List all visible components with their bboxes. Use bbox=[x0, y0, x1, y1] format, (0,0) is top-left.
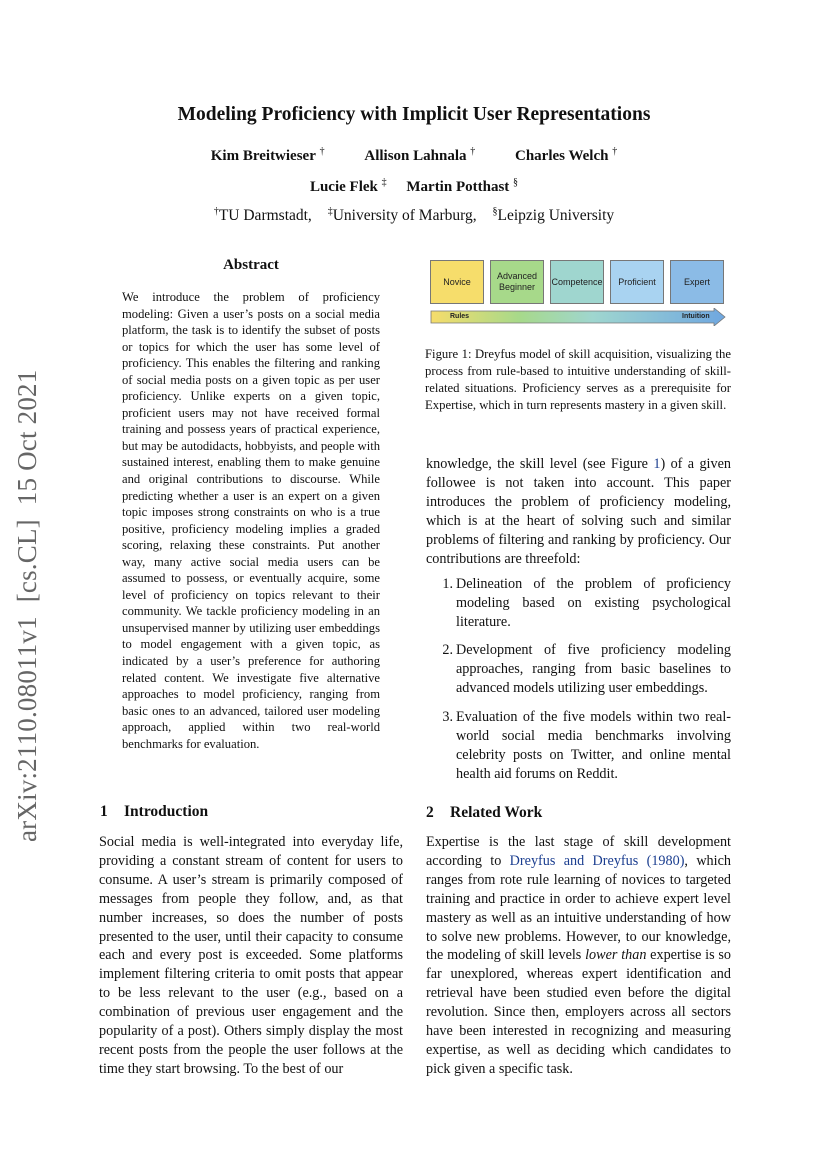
arrow-label-rules: Rules bbox=[450, 313, 470, 320]
stage-expert: Expert bbox=[670, 260, 724, 304]
stage-proficient: Proficient bbox=[610, 260, 664, 304]
figure-caption: Figure 1: Dreyfus model of skill acquisition, visualizing the process from rule-based to intuitive understanding of skill-related situations. Proficiency serves as a prerequisite for Expertise, which in turn represents mastery in a given skill. bbox=[425, 347, 731, 412]
author: Kim Breitwieser † bbox=[210, 146, 325, 164]
figure-dreyfus bbox=[430, 260, 726, 330]
contributions-intro: knowledge, the skill level (see Figure 1) of a given followee is not taken into account. This paper introduces the problem of proficiency modeling, which is at the heart of solving such and similar problems of filtering and ranking by proficiency. Our contributions are threefold: bbox=[426, 456, 731, 567]
author: Martin Potthast § bbox=[406, 177, 519, 195]
stage-advanced-beginner: Advanced Beginner bbox=[490, 260, 544, 304]
author: Allison Lahnala † bbox=[364, 146, 476, 164]
authors-line-2 bbox=[0, 177, 828, 196]
stage-novice: Novice bbox=[430, 260, 484, 304]
authors-line-1 bbox=[0, 146, 828, 165]
figure-ref-link[interactable]: 1 bbox=[653, 456, 661, 472]
intro-text: Social media is well-integrated into everyday life, providing a constant stream of content for users to consume. A user’s stream is primarily composed of messages from people they follow, and, as that number increases, so does the number of posts presented to the user, until their capacity to consume each and every post is exceeded. Some platforms implement filtering criteria to omit posts that appear to be less relevant to the user (e.g., based on a combination of previous user engagement and the popularity of a post). Others simply display the most recent posts from the people the user follows at the time they start browsing. To the best of our bbox=[99, 834, 403, 1077]
related-work-heading: 2 Related Work bbox=[426, 804, 543, 821]
arrow-label-intuition: Intuition bbox=[682, 313, 710, 320]
intro-heading: 1 Introduction bbox=[100, 803, 209, 820]
abstract-heading: Abstract bbox=[223, 257, 279, 273]
citation-link[interactable]: Dreyfus and Dreyfus (1980) bbox=[509, 852, 685, 869]
list-item: 1. Delineation of the problem of proficiency modeling based on existing psychological literature. bbox=[442, 576, 731, 630]
affiliation: ‡University of Marburg, bbox=[327, 206, 477, 225]
related-work-text: Expertise is the last stage of skill development according to Dreyfus and Dreyfus (1980), which ranges from rote rule learning of novices to targeted training and practice in order to achieve expert level mastery as well as an intuitive understanding of how to solve new problems. However, to our knowledge, the modeling of skill levels lower than expertise is so far unexplored, whereas expert identification and retrieval have been studied even before the digital revolution. Since then, employers across all sectors have been interested in recognizing and measuring expertise, as well as deciding which candidates to pick given a specific task. bbox=[426, 834, 731, 1077]
author: Lucie Flek ‡ bbox=[309, 177, 387, 195]
list-item: 3. Evaluation of the five models within two real-world social media benchmarks involving celebrity posts on Twitter, and online mental health aid forums on Reddit. bbox=[442, 709, 731, 782]
affiliation: §Leipzig University bbox=[492, 206, 615, 225]
affiliation: †TU Darmstadt, bbox=[213, 206, 312, 225]
stage-competence: Competence bbox=[550, 260, 604, 304]
paper-title: Modeling Proficiency with Implicit User Representations bbox=[177, 104, 651, 125]
affiliations bbox=[0, 206, 828, 225]
list-item: 2. Development of five proficiency modeling approaches, ranging from basic baselines to advanced models utilizing user embeddings. bbox=[442, 642, 731, 696]
author: Charles Welch † bbox=[515, 146, 618, 164]
arxiv-stamp: arXiv:2110.08011v1 [cs.CL] 15 Oct 2021 bbox=[12, 369, 42, 842]
abstract-text: We introduce the problem of proficiency modeling: Given a user’s posts on a social media platform, the task is to identify the subset of posts or topics for which the user has some level of proficiency. This enables the filtering and ranking of social media posts on a given topic as per user proficiency. Unlike experts on a given topic, proficient users may not have received formal training and possess years of practical experience, but may be autodidacts, hobbyists, and people with sustained interest, enabling them to make genuine and original contributions to discourse. While predicting whether a user is an expert on a given topic imposes strong constraints on who is a true positive, proficiency modeling implies a graded scoring, relaxing these constraints. Put another way, many active social media users can be assumed to possess, or eventually acquire, some level of proficiency on topics relevant to their community. We tackle proficiency modeling in an unsupervised manner by utilizing user embeddings to model engagement with a given topic, as indicated by a user’s preference for authoring related content. We investigate five alternative approaches to model proficiency, ranging from basic ones to an advanced, tailored user modeling approach, applied within two real-world benchmarks for evaluation. bbox=[122, 290, 380, 751]
